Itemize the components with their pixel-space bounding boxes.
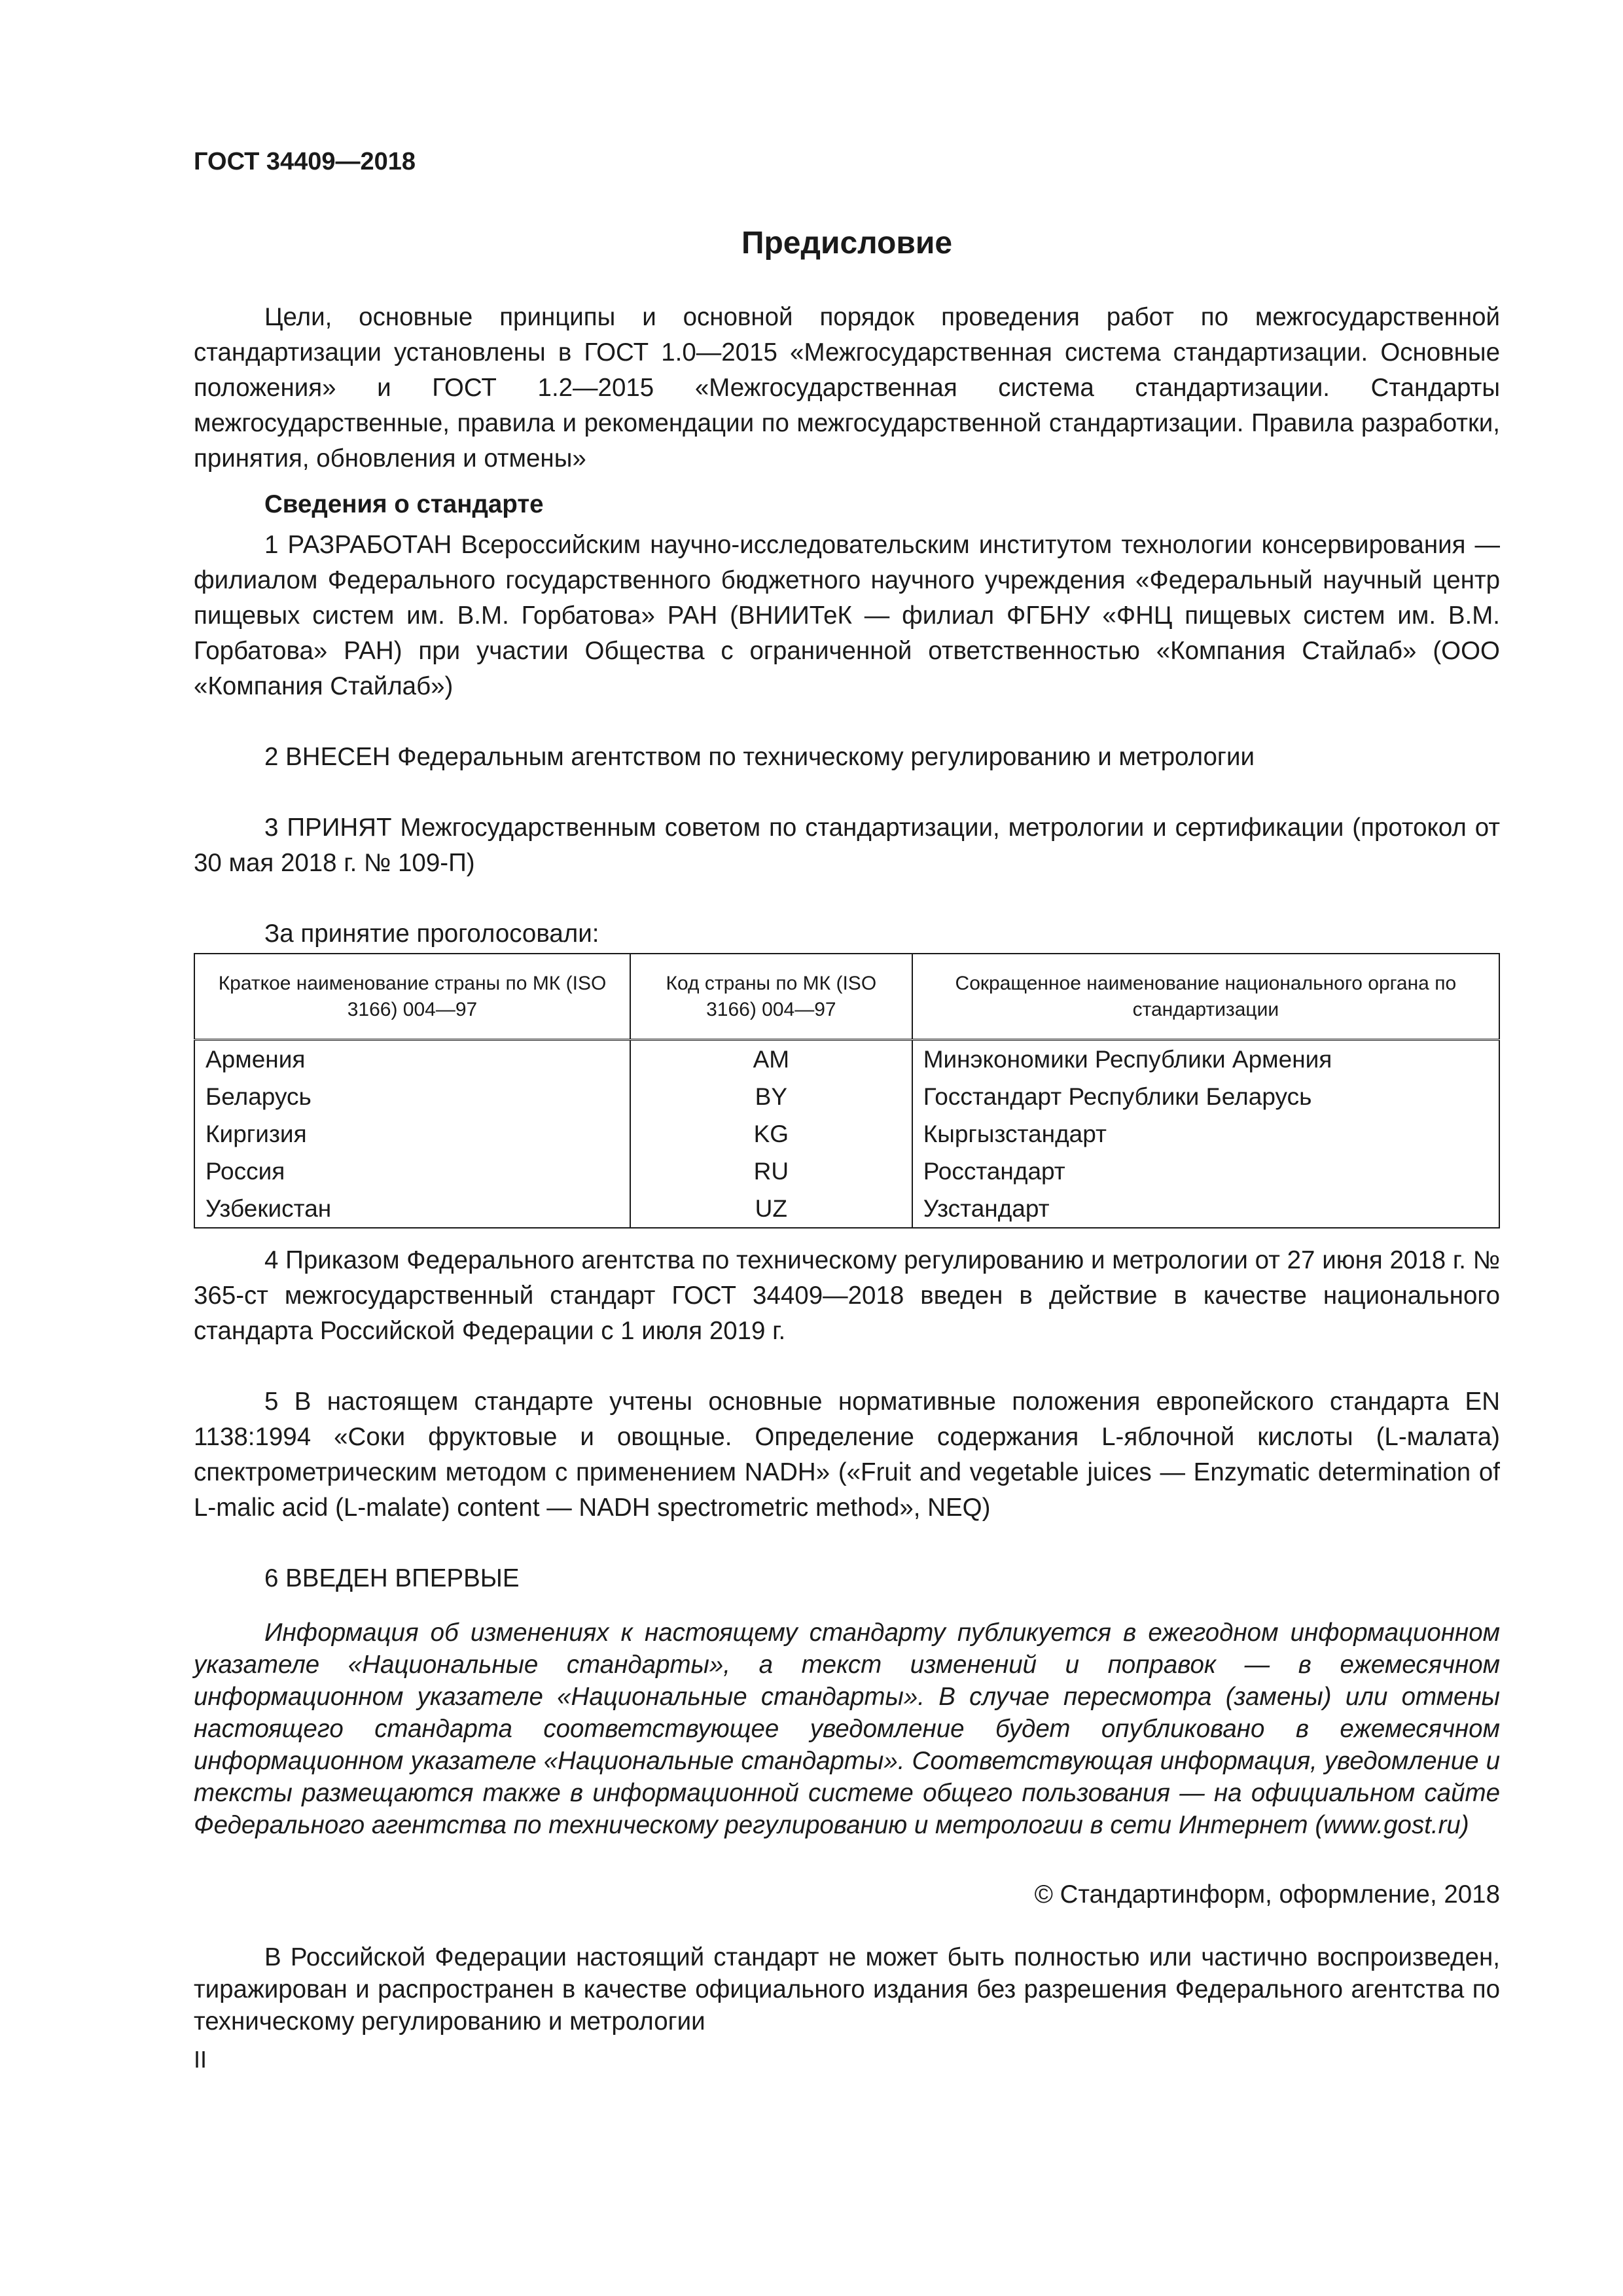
country-cell: Россия — [194, 1153, 630, 1190]
table-row — [194, 1040, 1499, 1079]
page-title: Предисловие — [741, 226, 953, 260]
column-header-code: Код страны по МК (ISO 3166) 004—97 — [630, 954, 912, 1040]
body-cell: Минэкономики Республики Армения — [912, 1040, 1499, 1079]
table-header-row — [194, 954, 1499, 1040]
foreword-body — [194, 300, 1500, 1596]
section-heading: Сведения о стандарте — [264, 490, 544, 518]
item-1-developer: 1 РАЗРАБОТАН Всероссийским научно-исследовательским институтом технологии консервирования — филиалом Федерального государственного бюджетного научного учреждения «Федеральный научный центр пищевых систем им. В.М. Горбатова» РАН (ВНИИТеК — филиал ФГБНУ «ФНЦ пищевых систем им. В.М. Горбатова» РАН) при участии Общества с ограниченной ответственностью «Компания Стайлаб» (ООО «Компания Стайлаб») — [194, 531, 1500, 700]
table-row — [194, 1153, 1499, 1190]
country-cell: Узбекистан — [194, 1190, 630, 1228]
item-4-order: 4 Приказом Федерального агентства по техническому регулированию и метрологии от 27 июня 2018 г. № 365-ст межгосударственный стандарт ГОСТ 34409—2018 введен в действие в качестве национального стандарта Российской Федерации с 1 июля 2019 г. — [194, 1246, 1500, 1345]
document-page — [194, 0, 1500, 2296]
changes-info-notice — [194, 1617, 1500, 1841]
code-cell: UZ — [630, 1190, 912, 1228]
code-cell: BY — [630, 1078, 912, 1115]
table-row — [194, 1190, 1499, 1228]
code-cell: KG — [630, 1115, 912, 1153]
intro-paragraph: Цели, основные принципы и основной порядок проведения работ по межгосударственной стандартизации установлены в ГОСТ 1.0—2015 «Межгосударственная система стандартизации. Основные положения» и ГОСТ 1.2—2015 «Межгосударственная система стандартизации. Стандарты межгосударственные, правила и рекомендации по межгосударственной стандартизации. Правила разработки, принятия, обновления и отмены» — [194, 303, 1500, 473]
changes-info-text: Информация об изменениях к настоящему стандарту публикуется в ежегодном информационном указателе «Национальные стандарты», а текст изменений и поправок — в ежемесячном информационном указателе «Национальные стандарты». В случае пересмотра (замены) или отмены настоящего стандарта соответствующее уведомление будет опубликовано в ежемесячном информационном указателе «Национальные стандарты». Соответствующая информация, уведомление и тексты размещаются также в информационной системе общего пользования — на официальном сайте Федерального агентства по техническому регулированию и метрологии в сети Интернет (www.gost.ru) — [194, 1619, 1500, 1839]
column-header-country: Краткое наименование страны по МК (ISO 3166) 004—97 — [194, 954, 630, 1040]
item-6-introduced: 6 ВВЕДЕН ВПЕРВЫЕ — [264, 1564, 520, 1592]
item-3-adopted: 3 ПРИНЯТ Межгосударственным советом по стандартизации, метрологии и сертификации (протокол от 30 мая 2018 г. № 109-П) — [194, 814, 1500, 877]
item-5-european-standard: 5 В настоящем стандарте учтены основные нормативные положения европейского стандарта EN 1138:1994 «Соки фруктовые и овощные. Определение содержания L-яблочной кислоты (L-малата) спектрометрическим методом с применением NADH» («Fruit and vegetable juices — Enzymatic determination of L-malic acid (L-malate) content — NADH spectrometric method», NEQ) — [194, 1388, 1500, 1522]
page-number: II — [194, 2046, 207, 2073]
code-cell: AM — [630, 1040, 912, 1079]
voting-countries-table — [194, 953, 1500, 1229]
reproduction-notice-text: В Российской Федерации настоящий стандарт не может быть полностью или частично воспроизведен, тиражирован и распространен в качестве официального издания без разрешения Федерального агентства по техническому регулированию и метрологии — [194, 1943, 1500, 2036]
table-row — [194, 1115, 1499, 1153]
vote-label: За принятие проголосовали: — [264, 920, 599, 948]
reproduction-notice — [194, 1941, 1500, 2037]
body-cell: Кыргызстандарт — [912, 1115, 1499, 1153]
document-code-header: ГОСТ 34409—2018 — [194, 148, 416, 175]
copyright-line: © Стандартинформ, оформление, 2018 — [1034, 1880, 1500, 1909]
body-cell: Госстандарт Республики Беларусь — [912, 1078, 1499, 1115]
body-cell: Росстандарт — [912, 1153, 1499, 1190]
country-cell: Армения — [194, 1040, 630, 1079]
table-row — [194, 1078, 1499, 1115]
body-cell: Узстандарт — [912, 1190, 1499, 1228]
column-header-body: Сокращенное наименование национального органа по стандартизации — [912, 954, 1499, 1040]
item-2-submitted: 2 ВНЕСЕН Федеральным агентством по техническому регулированию и метрологии — [264, 743, 1255, 771]
code-cell: RU — [630, 1153, 912, 1190]
country-cell: Киргизия — [194, 1115, 630, 1153]
country-cell: Беларусь — [194, 1078, 630, 1115]
